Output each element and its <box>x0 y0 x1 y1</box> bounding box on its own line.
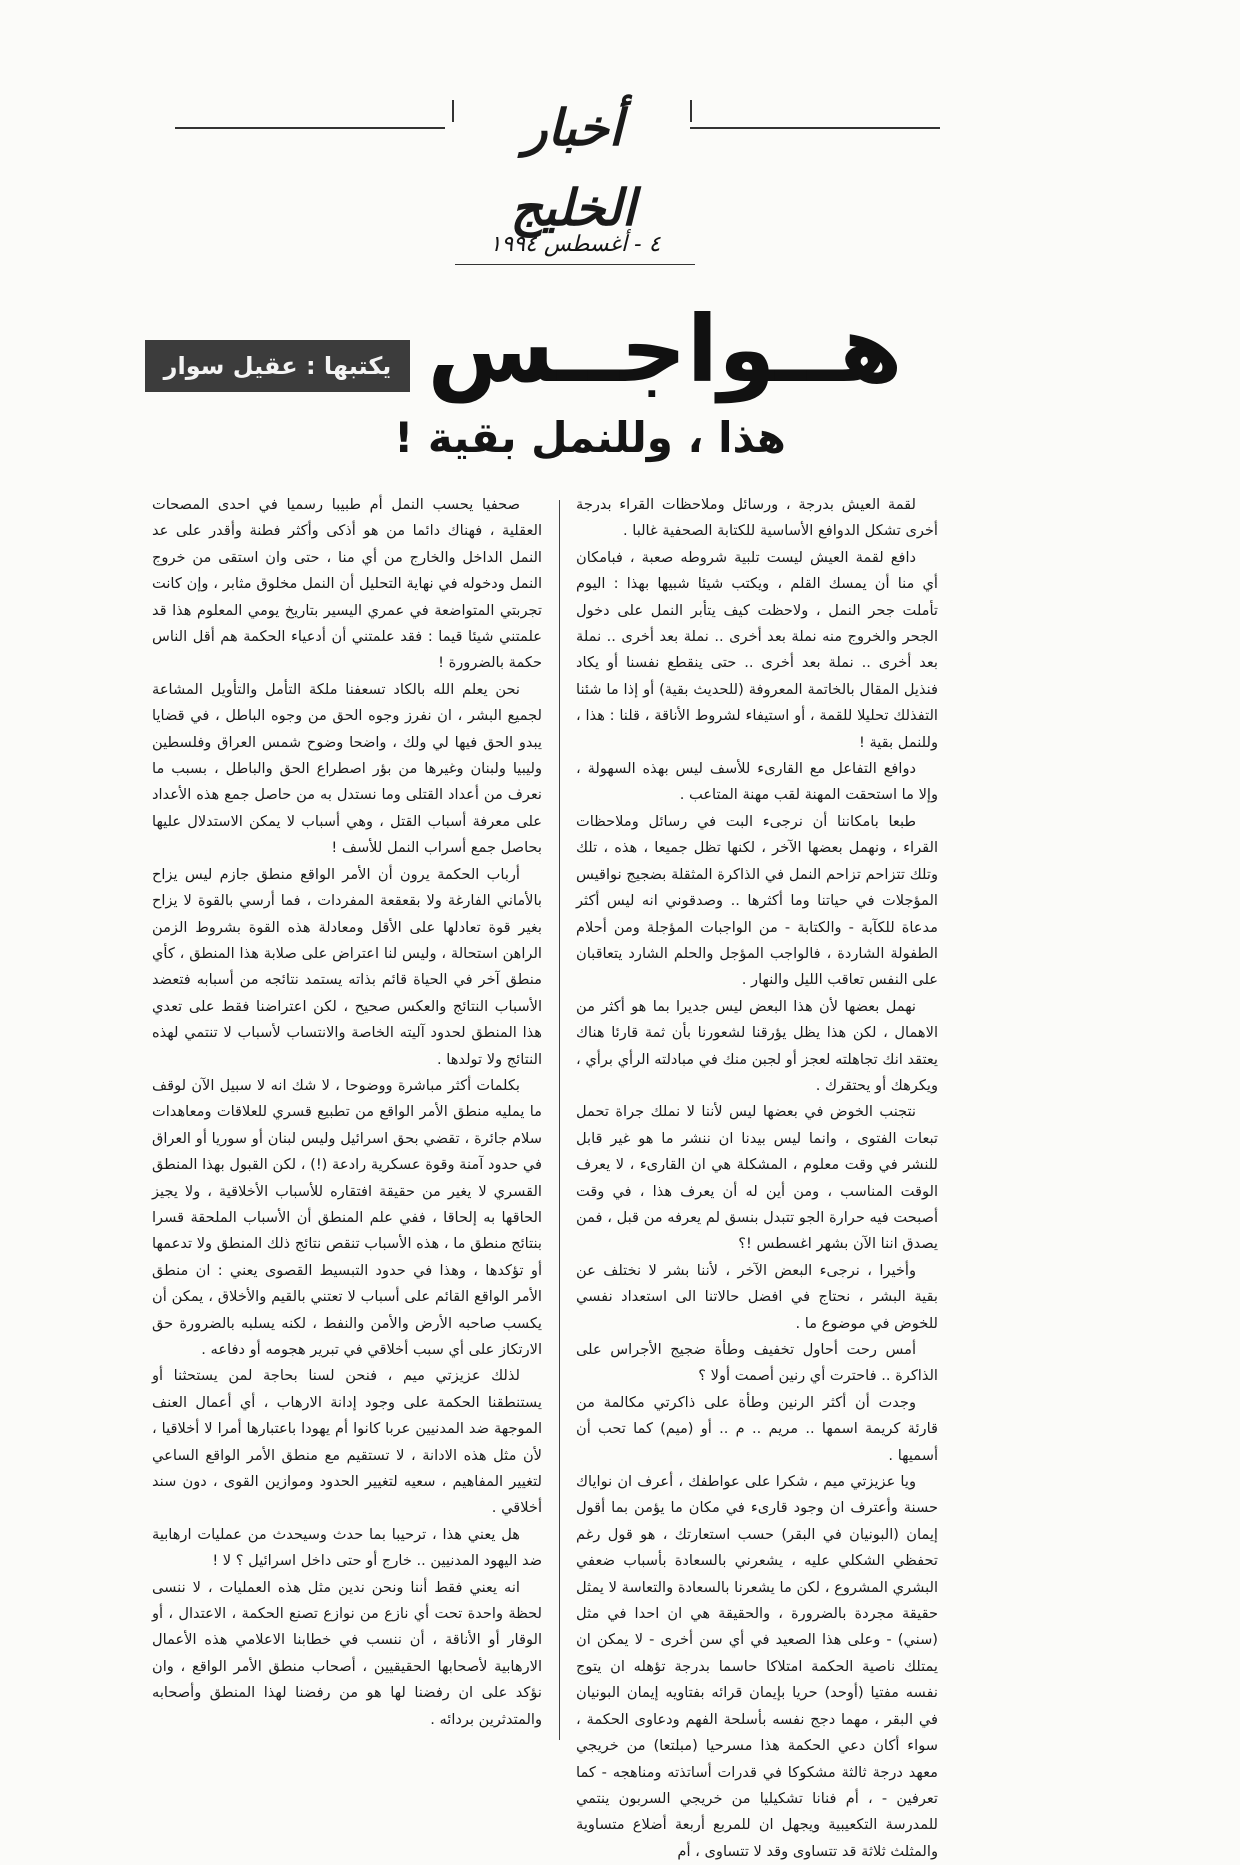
masthead-rule-left <box>175 127 445 129</box>
paragraph: نحن يعلم الله بالكاد تسعفنا ملكة التأمل والتأويل المشاعة لجميع البشر ، ان نفرز وجوه الحق من وجوه الباطل ، في قضايا يبدو الحق فيها لي ولك ، واضحا وضوح شمس العراق وفلسطين وليبيا ولبنان وغيرها من بؤر اصطراع الحق والباطل ، بسبب ما نعرف من أعداد القتلى وما نستدل به من حاصل جمع هذه الأعداد على معرفة أسباب القتل ، وهي أسباب لا يمكن الاستدلال عليها بحاصل جمع أسراب النمل للأسف ! <box>152 680 542 857</box>
article-column-left <box>152 492 542 1737</box>
article-subheadline: هذا ، وللنمل بقية ! <box>394 413 786 462</box>
paragraph: طبعا بامكاننا أن نرجىء البت في رسائل وملاحظات القراء ، ونهمل بعضها الآخر ، لكنها تظل جميعا ، هذه ، تلك وتلك تتزاحم تزاحم النمل في الذاكرة المثقلة بضجيج نواقيس المؤجلات في حياتنا وما أكثرها .. وصدقوني انه ليس أكثر مدعاة للكآبة - والكتابة - من الواجبات المؤجلة ومن أحلام الطفولة الشاردة ، فالواجب المؤجل والحلم الشارد يتعاقبان على النفس تعاقب الليل والنهار . <box>576 812 938 989</box>
masthead-divider-right <box>690 100 692 122</box>
masthead-logo: أخبار الخليج <box>510 98 636 237</box>
paragraph: هل يعني هذا ، ترحيبا بما حدث وسيحدث من عمليات ارهابية ضد اليهود المدنيين .. خارج أو حتى داخل اسرائيل ؟ لا ! <box>152 1525 542 1570</box>
masthead-rule-right <box>690 127 940 129</box>
byline-box: يكتبها : عقيل سوار <box>145 340 410 392</box>
date-underline <box>455 264 695 265</box>
paragraph: لقمة العيش بدرجة ، ورسائل وملاحظات القراء بدرجة أخرى تشكل الدوافع الأساسية للكتابة الصحفية غالبا . <box>576 496 938 540</box>
paragraph: نتجنب الخوض في بعضها ليس لأننا لا نملك جراة تحمل تبعات الفتوى ، وانما ليس بيدنا ان ننشر ما هو غير قابل للنشر في وقت معلوم ، المشكلة هي ان القارىء ، لا يعرف الوقت المناسب ، ومن أين له أن يعرف هذا ، في وقت أصبحت فيه حرارة الجو تتبدل بنسق لم يعرفه من قبل ، فمن يصدق اننا الآن بشهر اغسطس !؟ <box>576 1103 938 1253</box>
article-column-right <box>576 492 938 1860</box>
column-headline: هــواجــس <box>427 296 903 403</box>
paragraph: أرباب الحكمة يرون أن الأمر الواقع منطق جازم ليس يزاح بالأماني الفارغة ولا بقعقعة المفردات ، فما أرسي بالقوة لا يزاح بغير قوة تعادلها على الأقل ومعادلة هذه القوة بشروط الزمن الراهن استحالة ، وليس لنا اعتراض على صلابة هذا المنطق ، كأي منطق آخر في الحياة قائم بذاته يستمد نتائجه من أسبابه فتعضد الأسباب النتائج والعكس صحيح ، لكن اعتراضنا فقط على تعدي هذا المنطق لحدود آليته الخاصة والانتساب لأسباب لا تنتمي لهذه النتائج ولا تولدها . <box>152 865 542 1068</box>
paragraph: ويا عزيزتي ميم ، شكرا على عواطفك ، أعرف ان نواياك حسنة وأعترف ان وجود قارىء في مكان ما يؤمن بما أقول إيمان (البونيان في البقر) حسب استعارتك ، هو قول رغم تحفظي الشكلي عليه ، يشعرني بالسعادة بأسباب ضعفي البشري المشروع ، لكن ما يشعرنا بالسعادة والتعاسة لا يمثل حقيقة مجردة بالضرورة ، والحقيقة هي ان احدا في مثل (سني) - وعلى هذا الصعيد في أي سن أخرى - لا يمكن ان يمتلك ناصية الحكمة امتلاكا حاسما بدرجة تؤهله ان يتوج نفسه مفتيا (أوحد) حريا بإيمان قرائه بفتاويه إيمان البونيان في البقر ، مهما دجج نفسه بأسلحة الفهم ودعاوى الحكمة ، سواء أكان دعي الحكمة هذا مسرحيا (مبلتعا) من خريجي معهد درجة ثالثة مشكوكا في قدرات أساتذته ومناهجه - كما تعرفين - ، أم فنانا تشكيليا من خريجي السربون ينتمي للمدرسة التكعيبية ويجهل ان للمربع أربعة أضلاع متساوية والمثلث ثلاثة قد تتساوى وقد لا تتساوى ، أم <box>576 1473 938 1860</box>
paragraph: دوافع التفاعل مع القارىء للأسف ليس بهذه السهولة ، وإلا ما استحقت المهنة لقب مهنة المتاعب . <box>576 760 938 804</box>
paragraph: أمس رحت أحاول تخفيف وطأة ضجيج الأجراس على الذاكرة .. فاحترت أي رنين أصمت أولا ؟ <box>576 1341 938 1385</box>
masthead-divider-left <box>452 100 454 122</box>
paragraph: وجدت أن أكثر الرنين وطأة على ذاكرتي مكالمة من قارئة كريمة اسمها .. مريم .. م .. أو (ميم) كما تحب أن أسميها . <box>576 1393 938 1464</box>
column-divider <box>559 500 560 1740</box>
paragraph: وأخيرا ، نرجىء البعض الآخر ، لأننا بشر لا نختلف عن بقية البشر ، نحتاج في افضل حالاتنا الى استعداد نفسي للخوض في موضوع ما . <box>576 1261 938 1332</box>
paragraph: انه يعني فقط أننا ونحن ندين مثل هذه العمليات ، لا ننسى لحظة واحدة تحت أي نازع من نوازع تصنع الحكمة ، الاعتدال ، أو الوقار أو الأناقة ، أن ننسب في خطابنا الاعلامي هذه الأعمال الارهابية لأصحابها الحقيقيين ، أصحاب منطق الأمر الواقع ، وان نؤكد على ان رفضنا لها هو من رفضنا لهذا المنطق وأصحابه والمتدثرين بردائه . <box>152 1578 542 1728</box>
paragraph: صحفيا يحسب النمل أم طبيبا رسميا في احدى المصحات العقلية ، فهناك دائما من هو أذكى وأكثر فطنة وأقدر على عد النمل الداخل والخارج من أي منا ، حتى وان استقى من خروج النمل ودخوله في نهاية التحليل أن النمل مخلوق مثابر ، وإن كانت تجربتي المتواضعة في عمري اليسير بتاريخ يومي المعلوم هذا قد علمتني شيئا قيما : فقد علمتني أن أدعياء الحكمة هم أقل الناس حكمة بالضرورة ! <box>152 496 542 672</box>
paragraph: لذلك عزيزتي ميم ، فنحن لسنا بحاجة لمن يستحثنا أو يستنطقنا الحكمة على وجود إدانة الارهاب ، أي أعمال العنف الموجهة ضد المدنيين عربا كانوا أم يهودا باعتبارها أمرا لا أخلاقيا ، لأن مثل هذه الادانة ، لا تستقيم مع منطق الأمر الواقع الساعي لتغيير المفاهيم ، سعيه لتغيير الحدود وموازين القوى ، دون سند أخلاقي . <box>152 1367 542 1517</box>
paragraph: دافع لقمة العيش ليست تلبية شروطه صعبة ، فبامكان أي منا أن يمسك القلم ، ويكتب شيئا شبيها بهذا : اليوم تأملت جحر النمل ، ولاحظت كيف يتأبر النمل على دخول الجحر والخروج منه نملة بعد أخرى .. نملة بعد أخرى .. نملة بعد أخرى .. نملة بعد أخرى .. حتى ينقطع نفسنا أو يكاد فنذيل المقال بالخاتمة المعروفة (للحديث بقية) أو إذا ما شئنا التفذلك تحليلا للقمة ، أو استيفاء لشروط الأناقة ، قلنا : هذا ، وللنمل بقية ! <box>576 548 938 751</box>
paragraph: نهمل بعضها لأن هذا البعض ليس جديرا بما هو أكثر من الاهمال ، لكن هذا يظل يؤرقنا لشعورنا بأن ثمة قارئا هناك يعتقد انك تجاهلته لعجز أو لجبن منك في مبادلته الرأي برأي ، ويكرهك أو يحتقرك . <box>576 997 938 1094</box>
paragraph: بكلمات أكثر مباشرة ووضوحا ، لا شك انه لا سبيل الآن لوقف ما يمليه منطق الأمر الواقع من تطبيع قسري للعلاقات ومعاهدات سلام جائرة ، تقضي بحق اسرائيل وليس لبنان أو سوريا أو العراق في حدود آمنة وقوة عسكرية رادعة (!) ، لكن القبول بهذا المنطق القسري لا يغير من حقيقة افتقاره للأسباب الأخلاقية ، ولا يجيز الحاقها به إلحاقا ، ففي علم المنطق أن الأسباب الملحقة قسرا بنتائج منطق ما ، هذه الأسباب تنقص نتائج ذلك المنطق ولا تدعمها أو تؤكدها ، وهذا في حدود التبسيط القصوى يعني : ان منطق الأمر الواقع القائم على أسباب لا تعتني بالقيم والأخلاق ، يمكن أن يكسب صاحبه الأرض والأمن والنفط ، لكنه يسلبه بالضرورة حق الارتكاز على أي سبب أخلاقي في تبرير هجومه أو دفاعه . <box>152 1076 542 1358</box>
handwritten-date: ٤ - أغسطس ١٩٩٤ <box>489 232 661 257</box>
